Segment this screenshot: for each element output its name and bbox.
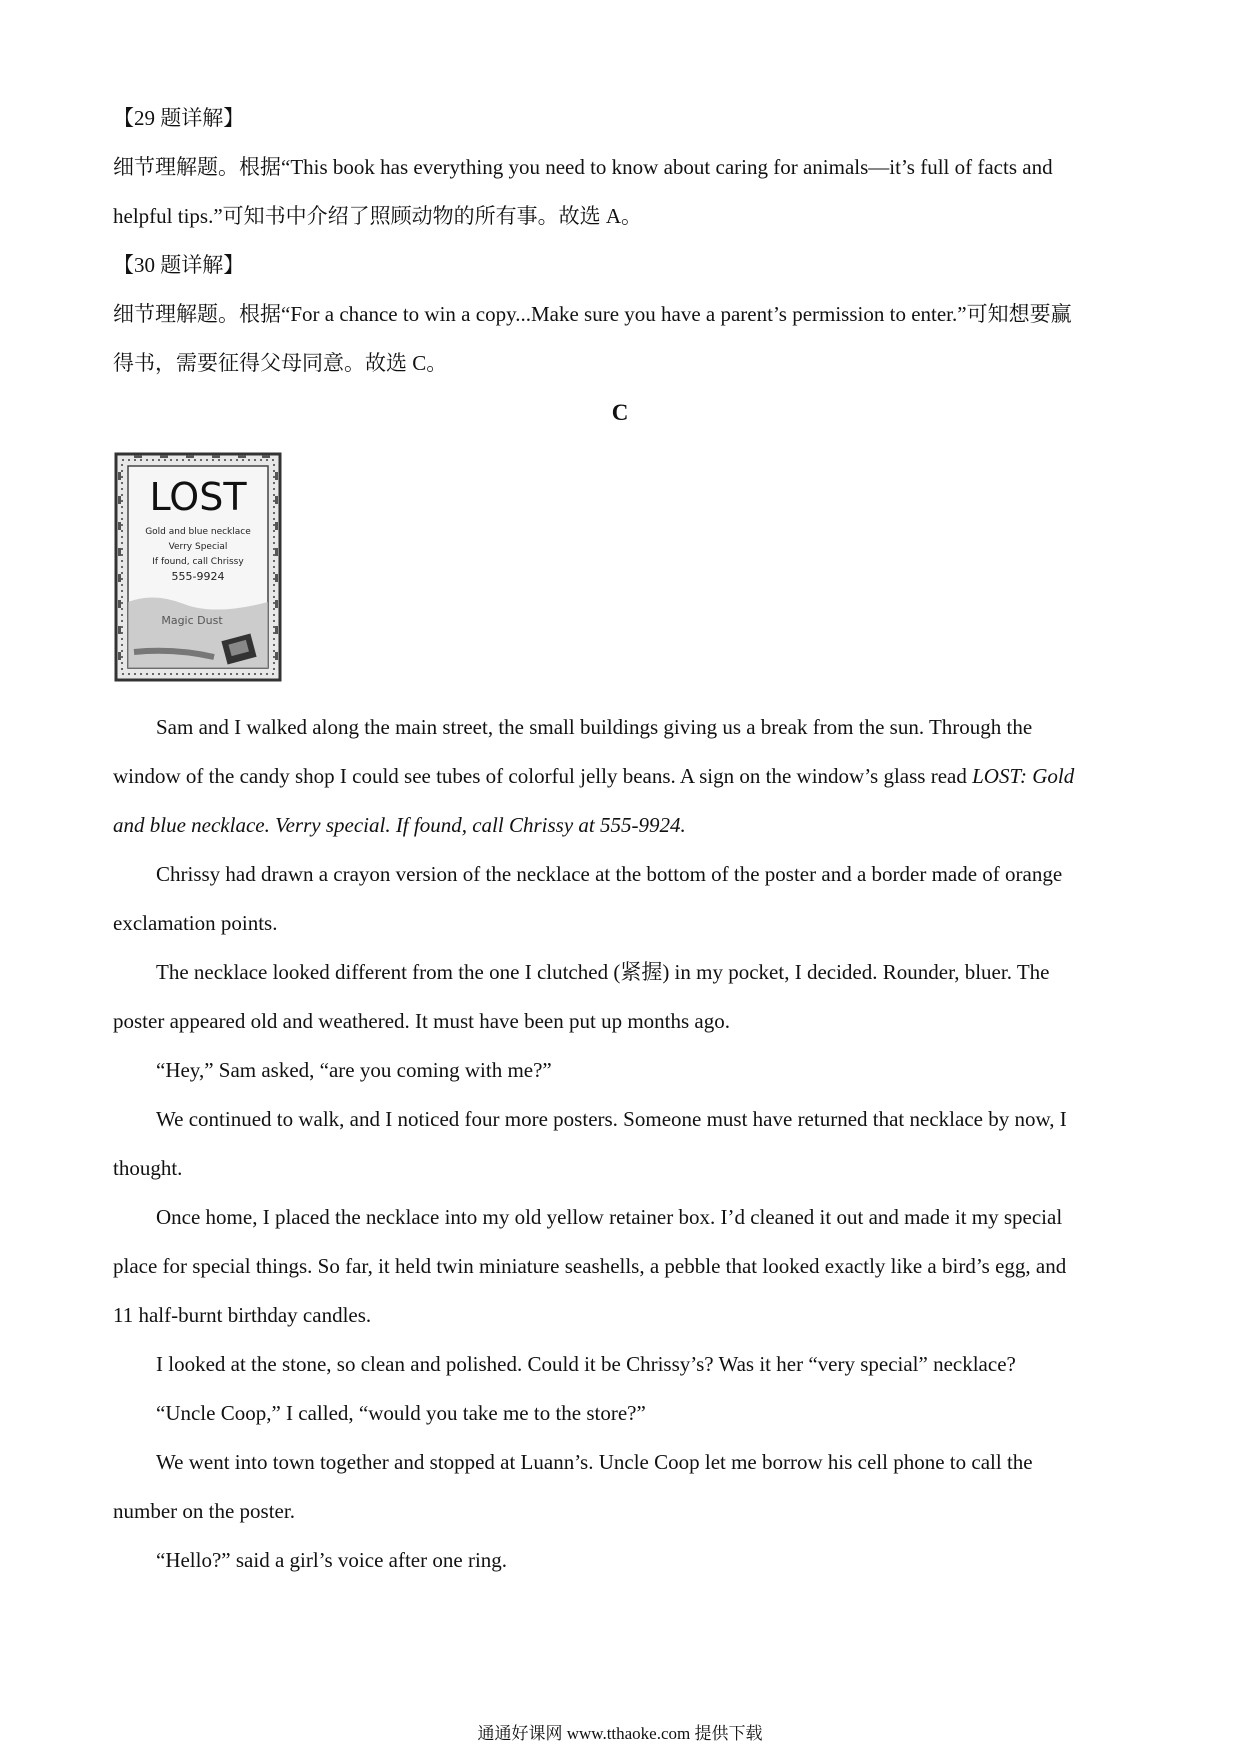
passage-p1-line1: Sam and I walked along the main street, the small buildings giving us a break from the sun. Through the xyxy=(156,715,1033,739)
passage-p1-line3 xyxy=(113,810,686,840)
passage-p9-line1: We went into town together and stopped at Luann’s. Uncle Coop let me borrow his cell phone to call the xyxy=(156,1450,1033,1474)
passage-p5-line1: We continued to walk, and I noticed four more posters. Someone must have returned that necklace by now, I xyxy=(156,1107,1067,1131)
passage-p7-line1: I looked at the stone, so clean and polished. Could it be Chrissy’s? Was it her “very special” necklace? xyxy=(156,1352,1016,1376)
page-footer: 通通好课网 www.tthaoke.com 提供下载 xyxy=(477,1724,763,1743)
passage-p1-line2-italic: LOST: Gold xyxy=(972,764,1075,788)
passage-p3-line1: The necklace looked different from the one I clutched (紧握) in my pocket, I decided. Rounder, bluer. The xyxy=(156,960,1050,984)
poster-line3: If found, call Chrissy xyxy=(152,557,244,567)
poster-line5: Magic Dust xyxy=(161,614,223,627)
passage-p1-line2 xyxy=(113,761,1074,791)
poster-line2: Verry Special xyxy=(168,542,228,552)
passage-p8-line1: “Uncle Coop,” I called, “would you take me to the store?” xyxy=(156,1401,646,1425)
poster-title: LOST xyxy=(149,475,247,519)
q29-heading: 【29 题详解】 xyxy=(113,106,245,130)
q30-explanation-line2: 得书，需要征得父母同意。故选 C。 xyxy=(113,351,448,375)
q29-explanation-line2: helpful tips.”可知书中介绍了照顾动物的所有事。故选 A。 xyxy=(113,204,643,228)
q29-explanation-line1: 细节理解题。根据“This book has everything you need to know about caring for animals—it’s full of facts and xyxy=(113,155,1053,179)
poster-line4: 555-9924 xyxy=(171,570,225,583)
q30-heading: 【30 题详解】 xyxy=(113,253,245,277)
passage-p6-line1: Once home, I placed the necklace into my old yellow retainer box. I’d cleaned it out and made it my special xyxy=(156,1205,1063,1229)
passage-p6-line3: 11 half-burnt birthday candles. xyxy=(113,1303,372,1327)
passage-p6-line2: place for special things. So far, it held twin miniature seashells, a pebble that looked exactly like a bird’s egg, and xyxy=(113,1254,1067,1278)
passage-p4-line1: “Hey,” Sam asked, “are you coming with me?” xyxy=(156,1058,552,1082)
lost-poster-image xyxy=(114,452,282,682)
passage-p2-line1: Chrissy had drawn a crayon version of the necklace at the bottom of the poster and a border made of orange xyxy=(156,862,1063,886)
passage-p5-line2: thought. xyxy=(113,1156,183,1180)
passage-p1-line3-italic: and blue necklace. Verry special. If found, call Chrissy at 555-9924. xyxy=(113,813,686,837)
passage-p2-line2: exclamation points. xyxy=(113,911,278,935)
q30-explanation-line1: 细节理解题。根据“For a chance to win a copy...Make sure you have a parent’s permission to enter.”可知想要赢 xyxy=(113,302,1072,326)
passage-p10-line1: “Hello?” said a girl’s voice after one ring. xyxy=(156,1548,508,1572)
passage-p1-line2-text: window of the candy shop I could see tubes of colorful jelly beans. A sign on the window’s glass read xyxy=(113,764,973,788)
passage-p9-line2: number on the poster. xyxy=(113,1499,295,1523)
section-heading: C xyxy=(611,400,629,425)
poster-line1: Gold and blue necklace xyxy=(145,527,251,537)
passage-p3-line2: poster appeared old and weathered. It must have been put up months ago. xyxy=(113,1009,730,1033)
